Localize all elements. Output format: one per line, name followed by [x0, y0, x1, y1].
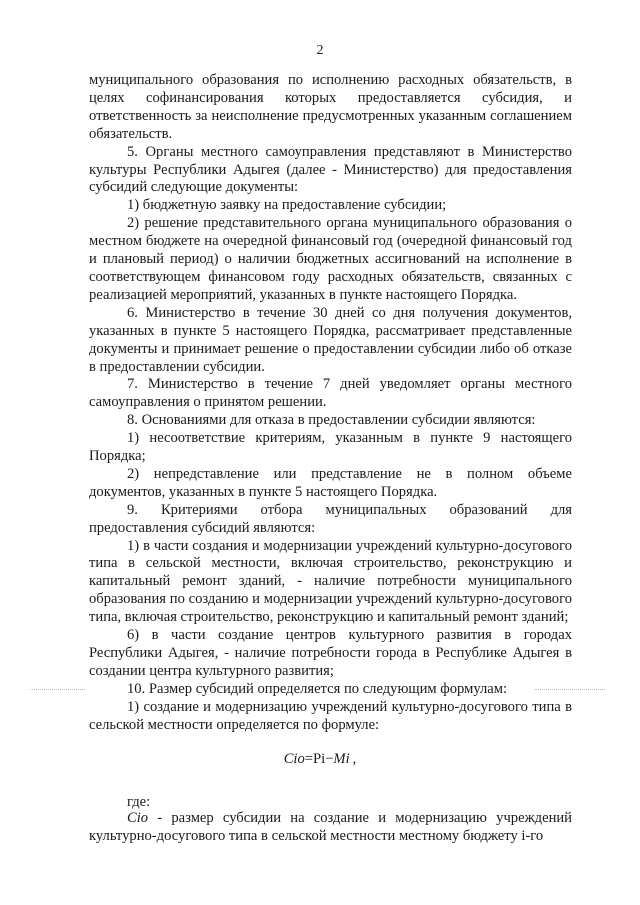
definition-paragraph: [89, 810, 572, 846]
paragraph: муниципального образования по исполнению расходных обязательств, в целях софинансирования которых предоставляется субсидия, и ответственность за неисполнение предусмотренных указанным соглашением обязательств.: [89, 72, 572, 142]
formula-minus: −: [325, 751, 334, 767]
paragraph: 5. Органы местного самоуправления представляют в Министерство культуры Республики Адыгея (далее - Министерство) для предоставления субсидий следующие документы:: [89, 143, 572, 196]
scan-artifact: [535, 689, 605, 691]
definition: [89, 810, 572, 846]
paragraph: 6) в части создание центров культурного развития в городах Республики Адыгея, - наличие потребности города в Республике Адыгея в создании центра культурного развития;: [89, 627, 572, 679]
body-text: [89, 72, 572, 735]
paragraph: 8. Основаниями для отказа в предоставлении субсидии являются:: [127, 412, 536, 429]
where-label: где:: [127, 794, 151, 810]
formula: [0, 751, 640, 769]
paragraph: 1) создание и модернизацию учреждений культурно-досугового типа в сельской местности определяется по формуле:: [89, 698, 572, 733]
scan-artifact: [30, 689, 85, 691]
formula-lhs: Cio: [283, 751, 305, 767]
paragraph: 1) несоответствие критериям, указанным в пункте 9 настоящего Порядка;: [89, 430, 572, 465]
formula-p: Pi: [313, 751, 326, 767]
formula-m: Mi: [333, 751, 350, 767]
formula-eq: =: [304, 751, 314, 767]
definition-text: - размер субсидии на создание и модернизацию учреждений культурно-досугового типа в сельской местности местному бюджету i-го: [89, 810, 572, 844]
paragraph: 9. Критериями отбора муниципальных образований для предоставления субсидий являются:: [89, 501, 572, 536]
paragraph: 1) в части создания и модернизации учреждений культурно-досугового типа в сельской местности, включая строительство, реконструкцию и капитальный ремонт зданий, - наличие потребности муниципального образования по созданию и модернизации учреждений культурно-досугового типа, включая строительство, реконструкцию и капитальный ремонт зданий;: [89, 537, 572, 626]
paragraph: 1) бюджетную заявку на предоставление субсидии;: [127, 197, 447, 214]
formula-tail: ,: [352, 751, 357, 767]
paragraph: 2) непредставление или представление не в полном объеме документов, указанных в пункте 5 настоящего Порядка.: [89, 465, 572, 500]
paragraph: 2) решение представительного органа муниципального образования о местном бюджете на очередной финансовый год (очередной финансовый год и плановый период) о наличии бюджетных ассигнований на исполнение в соответствующем финансовом году расходных обязательств, связанных с реализацией мероприятий, указанных в пункте настоящего Порядка.: [89, 215, 572, 303]
page-number: 2: [316, 43, 324, 58]
paragraph: 10. Размер субсидий определяется по следующим формулам:: [127, 680, 508, 697]
paragraph: 7. Министерство в течение 7 дней уведомляет органы местного самоуправления о принятом решении.: [89, 376, 572, 411]
paragraph: 6. Министерство в течение 30 дней со дня получения документов, указанных в пункте 5 настоящего Порядка, рассматривает представленные документы и принимает решение о предоставлении субсидии либо об отказе в предоставлении субсидии.: [89, 304, 572, 375]
definition-symbol: Cio: [127, 810, 149, 826]
